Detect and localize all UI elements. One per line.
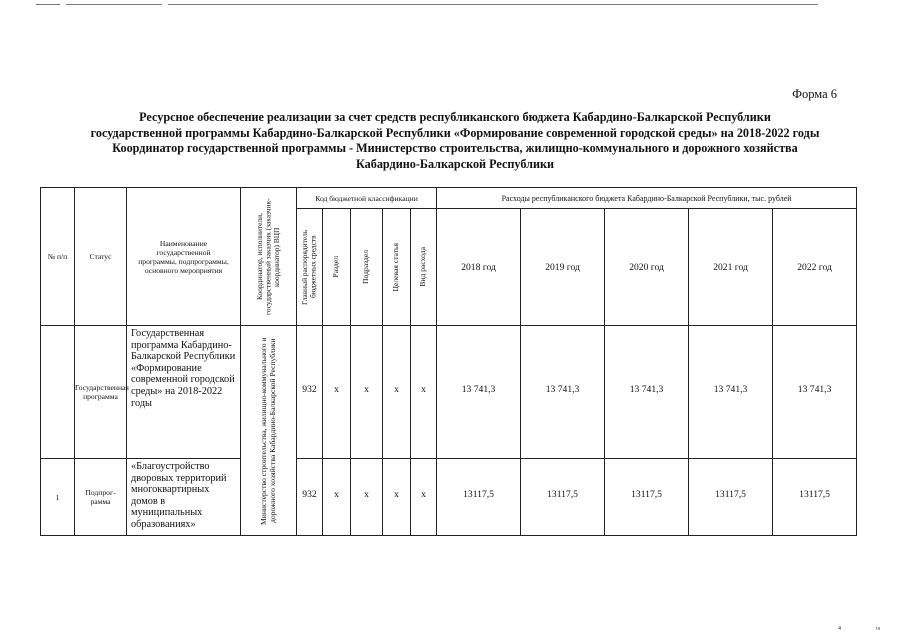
row-code: х	[351, 459, 383, 536]
row-num: 1	[41, 459, 75, 536]
header-budget-col	[411, 209, 437, 326]
corner-mark: ᵗᵃ	[876, 624, 881, 634]
document-title	[40, 110, 870, 172]
title-line: государственной программы Кабардино-Балкарской Республики «Формирование современной городской среды» на 2018-2022 годы	[90, 125, 820, 140]
header-year: 2019 год	[521, 209, 605, 326]
table-row	[41, 326, 857, 459]
table-row	[41, 459, 857, 536]
header-name: Наименование государственной программы, подпрограммы, основного мероприятия	[127, 188, 241, 326]
resource-table	[40, 187, 857, 536]
row-code: х	[411, 459, 437, 536]
header-year: 2020 год	[605, 209, 689, 326]
header-coordinator	[241, 188, 297, 326]
header-year: 2022 год	[773, 209, 857, 326]
header-budget-code: Код бюджетной классификации	[297, 188, 437, 209]
header-budget-col	[323, 209, 351, 326]
row-code: х	[323, 459, 351, 536]
header-budget-col	[351, 209, 383, 326]
form-label: Форма 6	[792, 87, 837, 101]
row-code: х	[383, 326, 411, 459]
row-value: 13 741,3	[773, 326, 857, 459]
row-code: х	[383, 459, 411, 536]
header-status: Статус	[75, 188, 127, 326]
row-value: 13 741,3	[605, 326, 689, 459]
row-value: 13117,5	[605, 459, 689, 536]
row-name: «Благоустройство дворовых территорий многоквартирных домов в муниципальных образованиях»	[127, 459, 241, 536]
row-num	[41, 326, 75, 459]
row-value: 13 741,3	[437, 326, 521, 459]
header-year: 2018 год	[437, 209, 521, 326]
row-name: Государственная программа Кабардино-Балкарской Республики «Формирование современной городской среды» на 2018-2022 годы	[127, 326, 241, 459]
row-code: х	[411, 326, 437, 459]
row-status: Подпрог-рамма	[75, 459, 127, 536]
title-line: Ресурсное обеспечение реализации за счет средств республиканского бюджета Кабардино-Балкарской Республики	[139, 110, 771, 124]
header-budget-col	[383, 209, 411, 326]
row-value: 13117,5	[521, 459, 605, 536]
header-budget-col-text: Вид расхода	[418, 247, 428, 287]
header-expenses: Расходы республиканского бюджета Кабардино-Балкарской Республики, тыс. рублей	[437, 188, 857, 209]
row-code: 932	[297, 326, 323, 459]
row-value: 13 741,3	[689, 326, 773, 459]
row-value: 13117,5	[773, 459, 857, 536]
scan-line	[66, 4, 162, 5]
header-num: № п/п	[41, 188, 75, 326]
row-value: 13 741,3	[521, 326, 605, 459]
header-coordinator-text: Координатор, исполнители, государственный заказчик (заказчик-координатор) ВЦП	[254, 198, 281, 315]
row-code: х	[323, 326, 351, 459]
row-coordinator-text: Министерство строительства, жилищно-коммунального и дорожного хозяйства Кабардино-Балкарской Республики	[258, 336, 277, 525]
row-status: Государственная программа	[75, 326, 127, 459]
scan-line	[168, 4, 818, 5]
title-line: Координатор государственной программы - Министерство строительства, жилищно-коммунального и дорожного хозяйства	[112, 141, 798, 155]
row-coordinator	[241, 326, 297, 536]
row-value: 13117,5	[437, 459, 521, 536]
header-year: 2021 год	[689, 209, 773, 326]
corner-mark: ⁴	[838, 624, 842, 634]
header-budget-col-text: Целевая статья	[391, 242, 401, 292]
row-code: 932	[297, 459, 323, 536]
header-budget-col-text: Главный распорядитель бюджетных средств	[300, 229, 318, 305]
row-value: 13117,5	[689, 459, 773, 536]
title-line: Кабардино-Балкарской Республики	[355, 156, 555, 171]
header-budget-col-text: Подраздел	[361, 250, 371, 284]
header-budget-col-text: Раздел	[331, 256, 341, 278]
row-code: х	[351, 326, 383, 459]
header-budget-col	[297, 209, 323, 326]
scan-line	[36, 4, 60, 5]
